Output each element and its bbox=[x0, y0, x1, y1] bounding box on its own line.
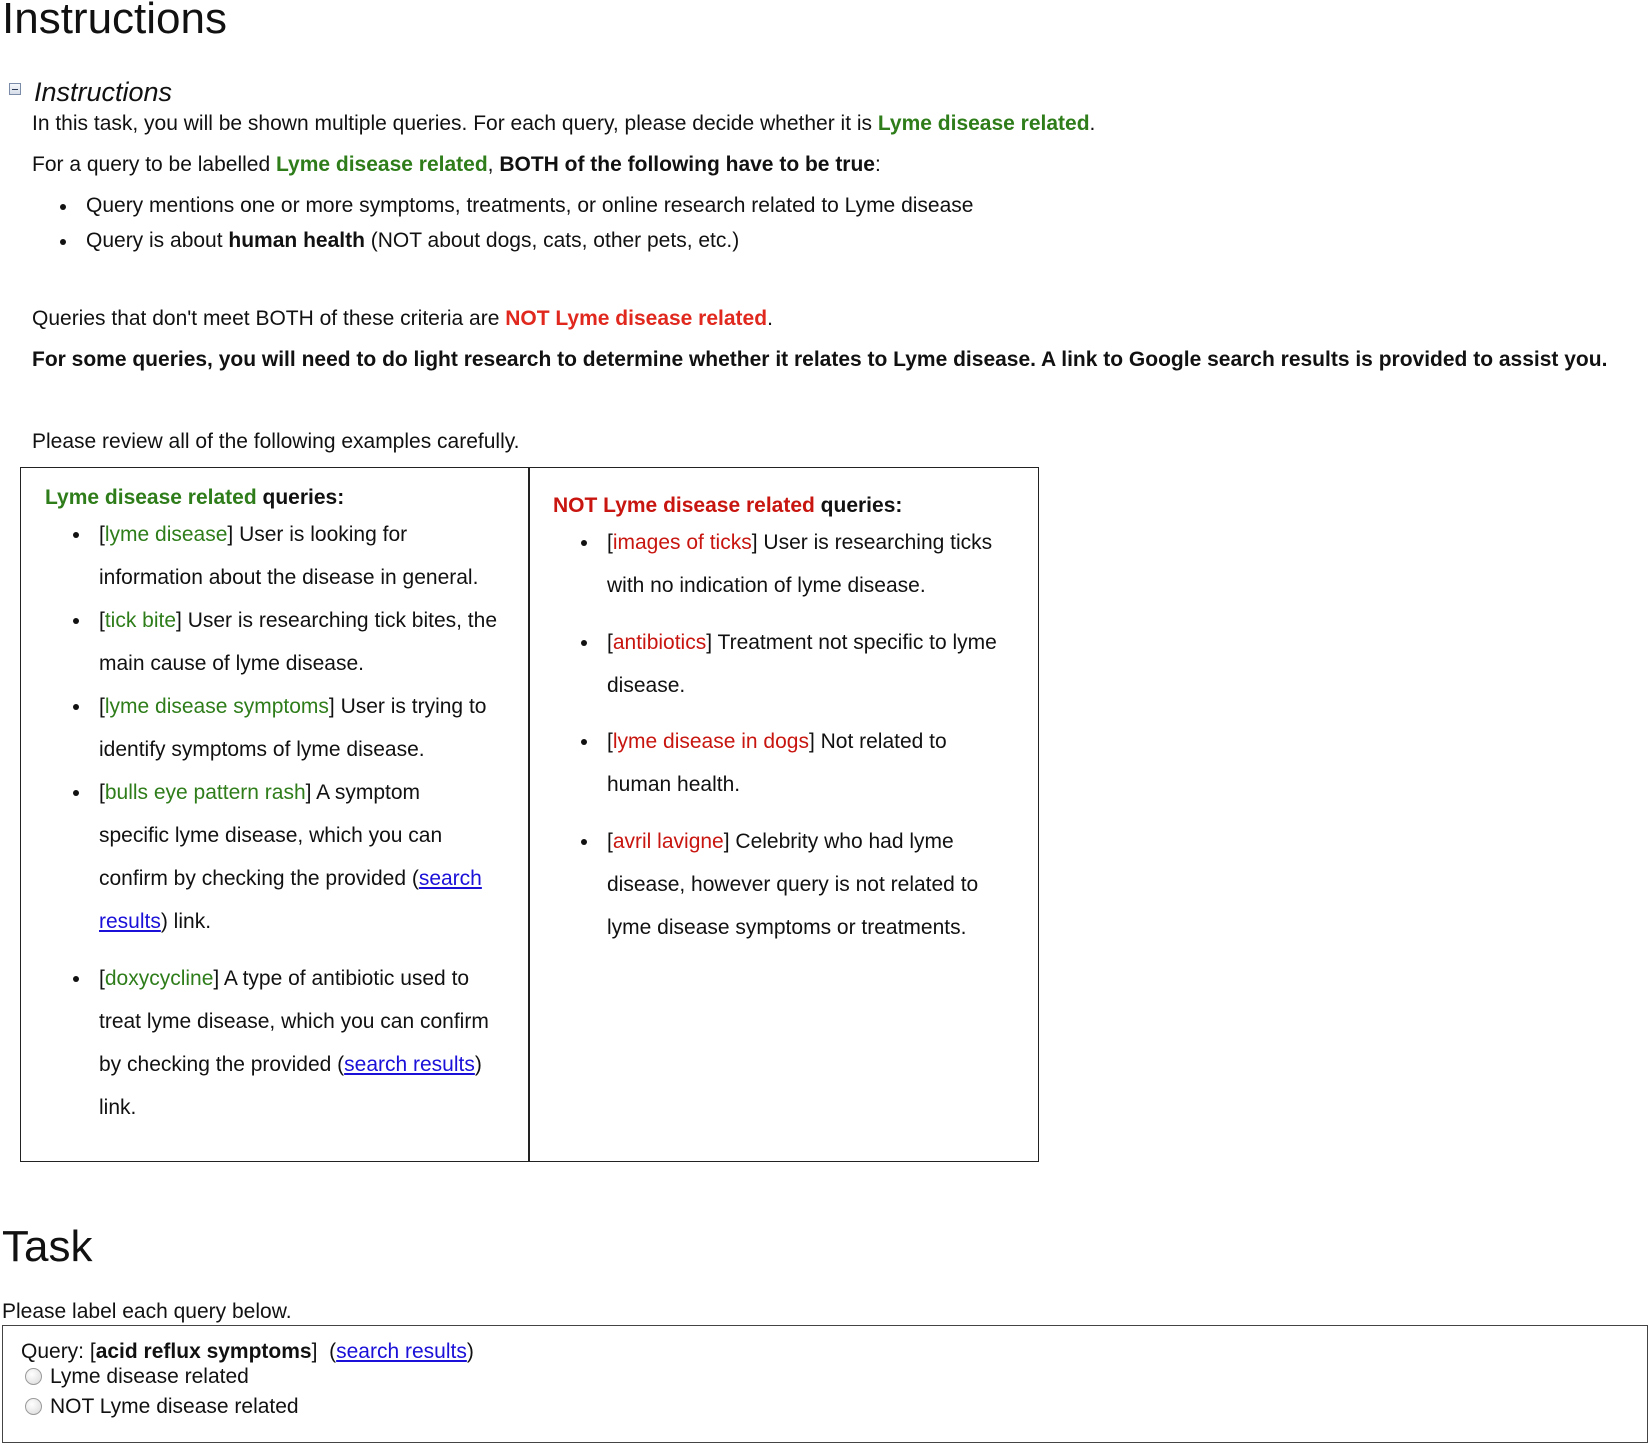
related-heading-highlight: Lyme disease related bbox=[45, 486, 257, 509]
example-query: lyme disease bbox=[104, 523, 228, 546]
example-desc: human health. bbox=[607, 773, 741, 796]
example-desc: ] A type of antibiotic used to bbox=[213, 967, 470, 990]
label-rule-paragraph bbox=[32, 153, 881, 177]
label-rule-comma: , bbox=[487, 153, 500, 176]
instructions-section-title: Instructions bbox=[34, 77, 173, 107]
label-rule-highlight: Lyme disease related bbox=[275, 153, 488, 176]
example-desc: with no indication of lyme disease. bbox=[607, 574, 926, 597]
collapse-toggle-icon[interactable] bbox=[9, 83, 21, 95]
page-title: Instructions bbox=[2, 0, 227, 43]
example-desc: ] Treatment not specific to lyme bbox=[706, 631, 997, 654]
related-example-item: [bulls eye pattern rash] A symptom specific lyme disease, which you can confirm by checking the provided (search results) link. bbox=[99, 771, 519, 943]
intro-tail: . bbox=[1089, 112, 1096, 135]
query-prefix: Query: [ bbox=[21, 1340, 96, 1363]
related-example-item: [tick bite] User is researching tick bites, the main cause of lyme disease. bbox=[99, 599, 519, 685]
intro-paragraph bbox=[32, 112, 1095, 136]
criterion-item bbox=[60, 229, 739, 253]
option-not-lyme-related[interactable] bbox=[25, 1395, 299, 1419]
query-text: acid reflux symptoms bbox=[95, 1340, 312, 1363]
example-desc: main cause of lyme disease. bbox=[99, 652, 364, 675]
criterion-tail: (NOT about dogs, cats, other pets, etc.) bbox=[364, 229, 740, 252]
related-example-item: [doxycycline] A type of antibiotic used to treat lyme disease, which you can confirm by checking the provided (search results) link. bbox=[99, 957, 519, 1129]
example-desc: specific lyme disease, which you can bbox=[99, 824, 443, 847]
criterion-text: Query is about bbox=[86, 229, 229, 252]
example-query: bulls eye pattern rash bbox=[104, 781, 306, 804]
related-column-heading bbox=[45, 486, 344, 510]
search-results-link[interactable]: results bbox=[99, 910, 161, 933]
review-note: Please review all of the following examples carefully. bbox=[32, 430, 520, 453]
not-related-example-item: [avril lavigne] Celebrity who had lyme disease, however query is not related to lyme disease symptoms or treatments. bbox=[607, 820, 1027, 949]
example-desc: ] Not related to bbox=[808, 730, 947, 753]
example-query: lyme disease symptoms bbox=[104, 695, 329, 718]
example-desc: link. bbox=[99, 1096, 137, 1119]
example-desc: disease, however query is not related to bbox=[607, 873, 979, 896]
examples-table bbox=[20, 467, 1039, 1162]
criterion-bold: human health bbox=[228, 229, 365, 252]
intro-highlight: Lyme disease related bbox=[877, 112, 1090, 135]
related-heading-rest: queries: bbox=[256, 486, 345, 509]
query-search-results-link[interactable]: search results bbox=[336, 1340, 467, 1363]
example-desc: ] A symptom bbox=[305, 781, 421, 804]
label-rule-text: For a query to be labelled bbox=[32, 153, 276, 176]
example-query: doxycycline bbox=[104, 967, 214, 990]
not-related-example-item: [images of ticks] User is researching ticks with no indication of lyme disease. bbox=[607, 521, 1027, 607]
label-rule-tail: : bbox=[875, 153, 881, 176]
example-desc: information about the disease in general. bbox=[99, 566, 479, 589]
not-related-column-heading bbox=[553, 494, 902, 518]
example-desc: treat lyme disease, which you can confirm bbox=[99, 1010, 489, 1033]
label-rule-bold: BOTH of the following have to be true bbox=[499, 153, 875, 176]
example-query: images of ticks bbox=[612, 531, 752, 554]
link-paren: ) bbox=[466, 1340, 474, 1363]
column-divider bbox=[528, 468, 530, 1161]
not-related-example-item: [lyme disease in dogs] Not related to human health. bbox=[607, 720, 1027, 806]
example-desc: disease. bbox=[607, 674, 686, 697]
example-desc: by checking the provided ( bbox=[99, 1053, 345, 1076]
example-desc: ) bbox=[474, 1053, 482, 1076]
research-note: For some queries, you will need to do light research to determine whether it relates to Lyme disease. A link to Google search results is provided to assist you. bbox=[32, 348, 1608, 371]
option-lyme-related[interactable] bbox=[25, 1365, 249, 1389]
radio-not-lyme-related[interactable] bbox=[25, 1398, 42, 1415]
example-desc: ] User is trying to bbox=[328, 695, 487, 718]
query-suffix: ] bbox=[311, 1340, 318, 1363]
related-example-item: [lyme disease symptoms] User is trying to identify symptoms of lyme disease. bbox=[99, 685, 519, 771]
intro-text: In this task, you will be shown multiple queries. For each query, please decide whether it is bbox=[32, 112, 878, 135]
not-rule-paragraph bbox=[32, 307, 773, 331]
example-query: avril lavigne bbox=[612, 830, 724, 853]
example-desc: identify symptoms of lyme disease. bbox=[99, 738, 425, 761]
example-desc: confirm by checking the provided ( bbox=[99, 867, 419, 890]
example-desc: ] User is looking for bbox=[227, 523, 408, 546]
example-desc: ] User is researching tick bites, the bbox=[176, 609, 498, 632]
criterion-item bbox=[60, 194, 973, 218]
example-desc: ] Celebrity who had lyme bbox=[723, 830, 954, 853]
example-desc: lyme disease symptoms or treatments. bbox=[607, 916, 967, 939]
example-desc: ) link. bbox=[160, 910, 212, 933]
example-query: antibiotics bbox=[612, 631, 707, 654]
link-paren: ( bbox=[329, 1340, 337, 1363]
not-rule-text: Queries that don't meet BOTH of these criteria are bbox=[32, 307, 506, 330]
search-results-link[interactable]: search results bbox=[344, 1053, 475, 1076]
not-rule-tail: . bbox=[767, 307, 773, 330]
query-line bbox=[21, 1340, 474, 1364]
example-query: lyme disease in dogs bbox=[612, 730, 809, 753]
example-desc: ] User is researching ticks bbox=[751, 531, 993, 554]
not-related-heading-rest: queries: bbox=[814, 494, 903, 517]
query-card bbox=[2, 1325, 1648, 1443]
option-label: NOT Lyme disease related bbox=[50, 1395, 299, 1418]
radio-lyme-related[interactable] bbox=[25, 1368, 42, 1385]
not-related-heading-highlight: NOT Lyme disease related bbox=[553, 494, 815, 517]
task-heading: Task bbox=[2, 1222, 93, 1271]
option-label: Lyme disease related bbox=[50, 1365, 249, 1388]
criterion-text: Query mentions one or more symptoms, treatments, or online research related to Lyme disease bbox=[86, 194, 974, 217]
related-example-item: [lyme disease] User is looking for information about the disease in general. bbox=[99, 513, 519, 599]
task-prompt: Please label each query below. bbox=[2, 1300, 292, 1323]
example-query: tick bite bbox=[104, 609, 177, 632]
not-related-example-item: [antibiotics] Treatment not specific to lyme disease. bbox=[607, 621, 1027, 707]
search-results-link[interactable]: search bbox=[418, 867, 482, 890]
not-rule-highlight: NOT Lyme disease related bbox=[505, 307, 768, 330]
